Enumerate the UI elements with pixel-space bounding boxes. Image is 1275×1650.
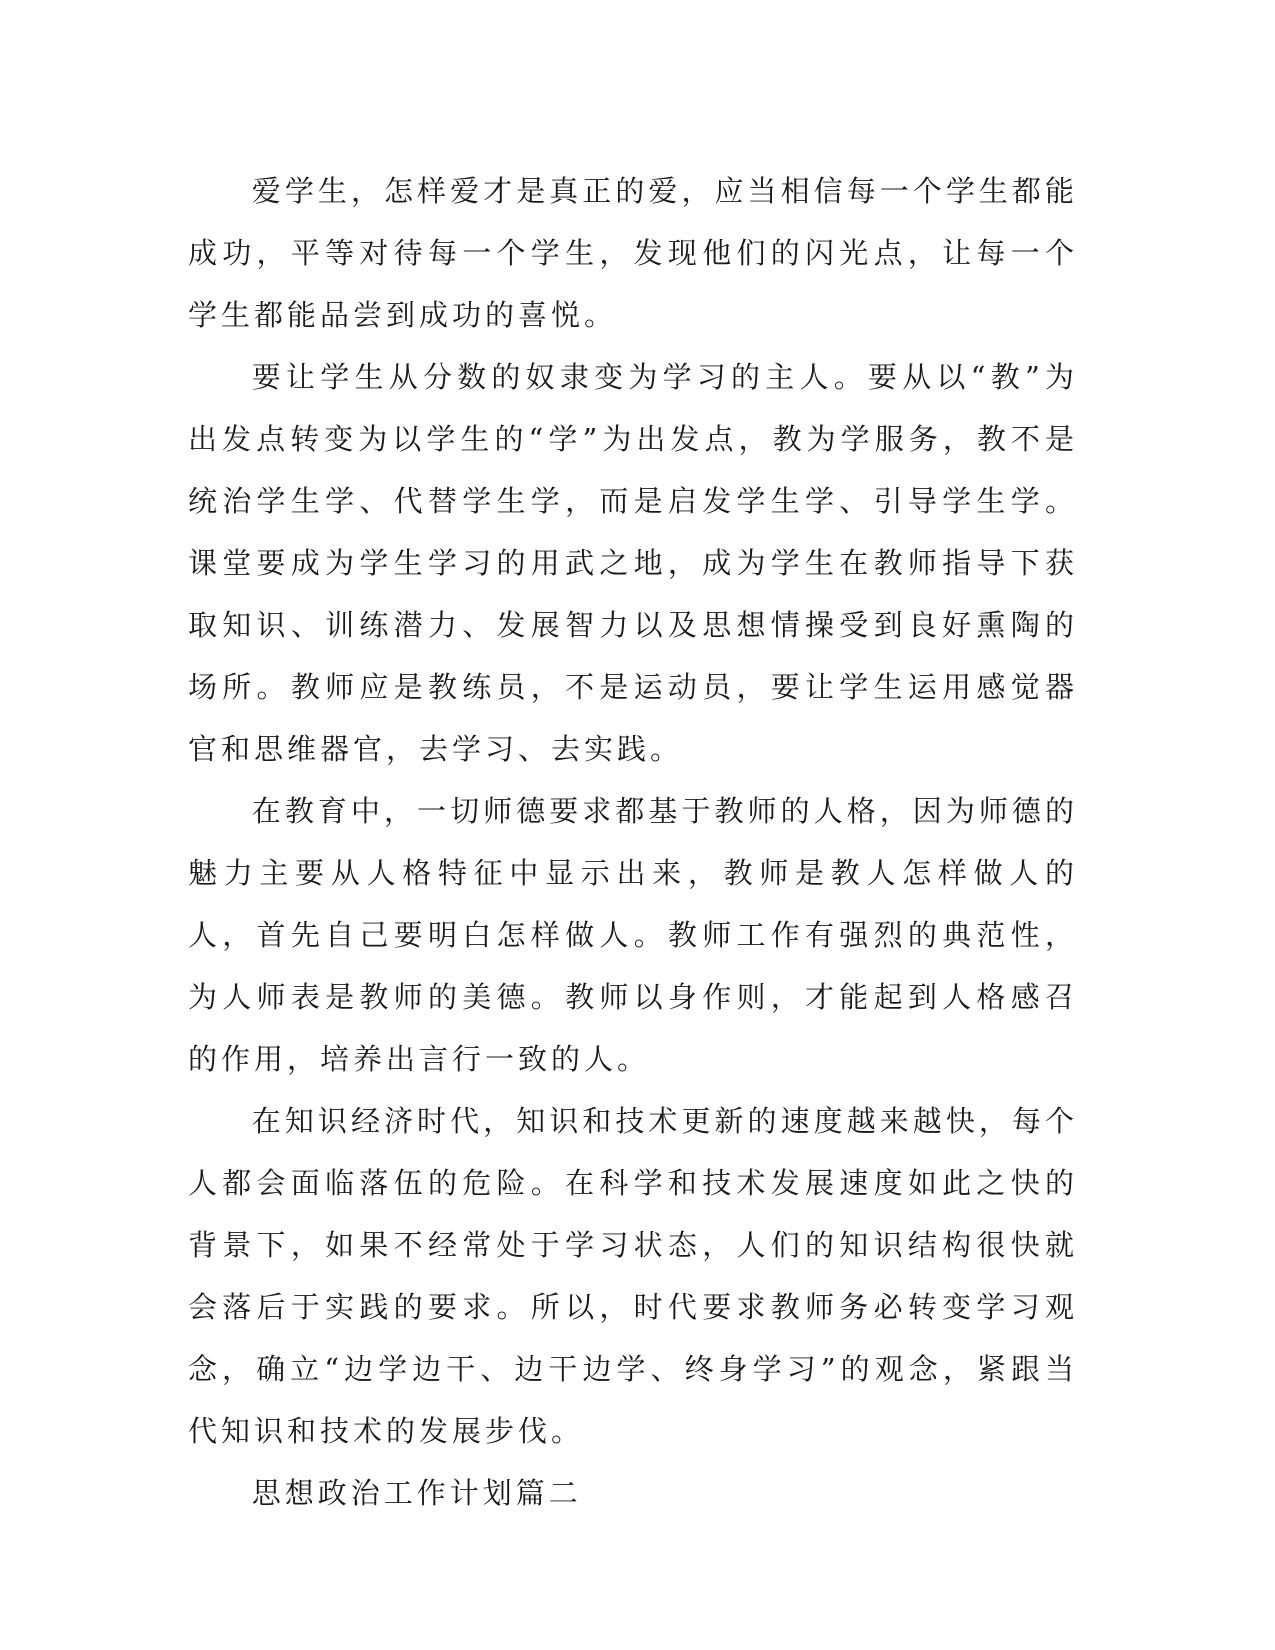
paragraph-teacher-character: 在教育中，一切师德要求都基于教师的人格，因为师德的魅力主要从人格特征中显示出来，教师是教人怎样做人的人，首先自己要明白怎样做人。教师工作有强烈的典范性，为人师表是教师的美德。教师以身作则，才能起到人格感召的作用，培养出言行一致的人。 [188, 794, 1078, 1076]
paragraph-love-students: 爱学生，怎样爱才是真正的爱，应当相信每一个学生都能成功，平等对待每一个学生，发现他们的闪光点，让每一个学生都能品尝到成功的喜悦。 [188, 174, 1078, 332]
section-heading: 思想政治工作计划篇二 [251, 1476, 582, 1510]
paragraph-lifelong-learning: 在知识经济时代，知识和技术更新的速度越来越快，每个人都会面临落伍的危险。在科学和技术发展速度如此之快的背景下，如果不经常处于学习状态，人们的知识结构很快就会落后于实践的要求。所以，时代要求教师务必转变学习观念，确立“边学边干、边干边学、终身学习”的观念，紧跟当代知识和技术的发展步伐。 [188, 1104, 1078, 1448]
paragraph-student-master: 要让学生从分数的奴隶变为学习的主人。要从以“教”为出发点转变为以学生的“学”为出发点，教为学服务，教不是统治学生学、代替学生学，而是启发学生学、引导学生学。课堂要成为学生学习的用武之地，成为学生在教师指导下获取知识、训练潜力、发展智力以及思想情操受到良好熏陶的场所。教师应是教练员，不是运动员，要让学生运用感觉器官和思维器官，去学习、去实践。 [188, 360, 1078, 766]
document-body [188, 160, 1078, 1524]
